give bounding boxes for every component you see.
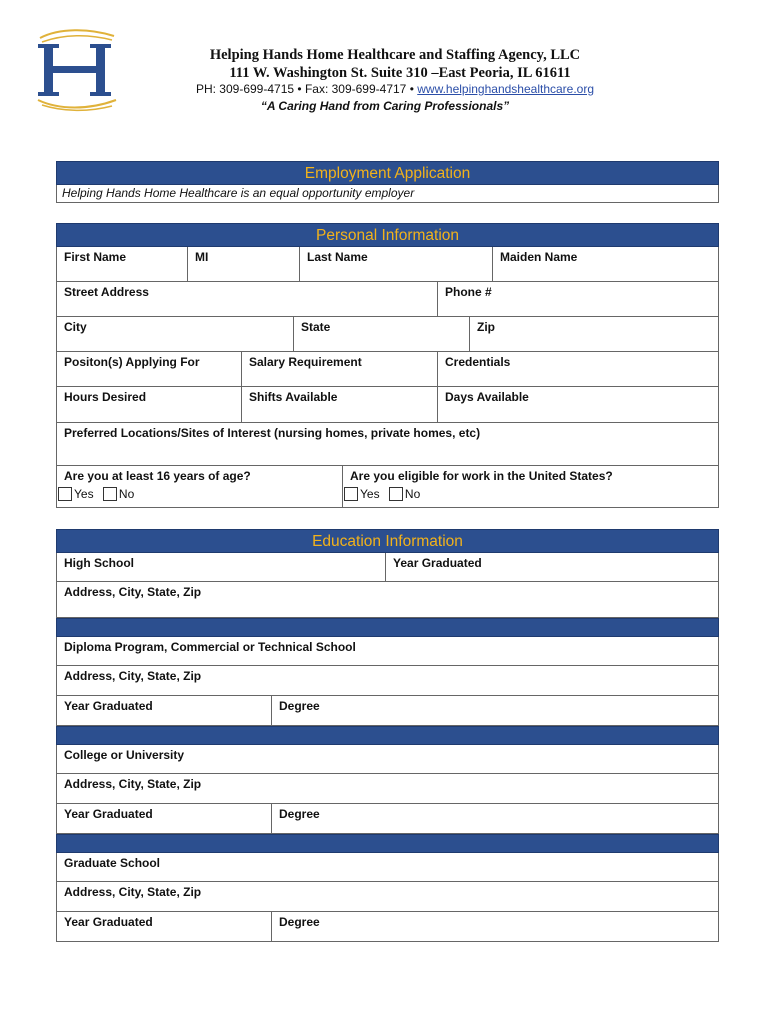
diploma-row	[56, 637, 719, 666]
org-name: Helping Hands Home Healthcare and Staffing Agency, LLC	[209, 47, 581, 63]
graduate-year-row	[56, 912, 719, 942]
hours-row	[56, 387, 719, 423]
employment-application-header: Employment Application	[56, 161, 719, 185]
graduate-address-field[interactable]: Address, City, State, Zip	[64, 885, 202, 899]
locations-row	[56, 423, 719, 466]
phone-field[interactable]: Phone #	[445, 285, 492, 299]
eligible-no-label: No	[404, 486, 421, 501]
phone-number: PH: 309-699-4715	[195, 82, 295, 96]
age-question	[57, 466, 343, 507]
name-row	[56, 247, 719, 282]
hs-address-field[interactable]: Address, City, State, Zip	[64, 585, 202, 599]
eligible-yes-checkbox[interactable]	[344, 487, 358, 501]
org-contact: PH: 309-699-4715 • Fax: 309-699-4717 • www.helpinghandshealthcare.org	[195, 82, 595, 96]
credentials-field[interactable]: Credentials	[445, 355, 511, 369]
college-row	[56, 745, 719, 774]
high-school-row	[56, 553, 719, 582]
college-address-field[interactable]: Address, City, State, Zip	[64, 777, 202, 791]
graduate-school-field[interactable]: Graduate School	[64, 856, 161, 870]
high-school-field[interactable]: High School	[57, 553, 386, 581]
website-link[interactable]: www.helpinghandshealthcare.org	[417, 82, 595, 96]
shifts-available-field[interactable]: Shifts Available	[242, 387, 438, 422]
last-name-field[interactable]: Last Name	[300, 247, 493, 281]
section-divider	[56, 834, 719, 853]
eligibility-question	[343, 466, 718, 507]
diploma-year-row	[56, 696, 719, 726]
age-no-label: No	[118, 486, 135, 501]
college-field[interactable]: College or University	[64, 748, 185, 762]
section-divider	[56, 618, 719, 637]
preferred-locations-field[interactable]: Preferred Locations/Sites of Interest (nursing homes, private homes, etc)	[64, 426, 481, 440]
hours-desired-field[interactable]: Hours Desired	[57, 387, 242, 422]
graduate-degree-field[interactable]: Degree	[279, 915, 320, 929]
graduate-address-row	[56, 882, 719, 912]
fax-number: Fax: 309-699-4717	[304, 82, 407, 96]
org-address: 111 W. Washington St. Suite 310 –East Peoria, IL 61611	[229, 65, 571, 81]
age-no-checkbox[interactable]	[103, 487, 117, 501]
first-name-field[interactable]: First Name	[57, 247, 188, 281]
maiden-name-field[interactable]: Maiden Name	[500, 250, 578, 264]
salary-field[interactable]: Salary Requirement	[242, 352, 438, 386]
zip-field[interactable]: Zip	[477, 320, 495, 334]
college-address-row	[56, 774, 719, 804]
diploma-address-field[interactable]: Address, City, State, Zip	[64, 669, 202, 683]
college-year-row	[56, 804, 719, 834]
college-degree-field[interactable]: Degree	[279, 807, 320, 821]
position-row	[56, 352, 719, 387]
street-address-field[interactable]: Street Address	[57, 282, 438, 316]
diploma-program-field[interactable]: Diploma Program, Commercial or Technical School	[64, 640, 356, 654]
eligibility-question-label: Are you eligible for work in the United States?	[350, 469, 613, 483]
graduate-year-graduated-field[interactable]: Year Graduated	[57, 912, 272, 941]
diploma-address-row	[56, 666, 719, 696]
city-field[interactable]: City	[57, 317, 294, 351]
diploma-degree-field[interactable]: Degree	[279, 699, 320, 713]
personal-information-header: Personal Information	[56, 223, 719, 247]
education-information-header: Education Information	[56, 529, 719, 553]
state-field[interactable]: State	[294, 317, 470, 351]
eligible-yes-label: Yes	[360, 486, 380, 501]
age-yes-checkbox[interactable]	[58, 487, 72, 501]
age-question-label: Are you at least 16 years of age?	[64, 469, 251, 483]
tagline: “A Caring Hand from Caring Professionals”	[260, 99, 510, 113]
section-divider	[56, 726, 719, 745]
days-available-field[interactable]: Days Available	[445, 390, 529, 404]
diploma-year-graduated-field[interactable]: Year Graduated	[57, 696, 272, 725]
equal-opportunity-note: Helping Hands Home Healthcare is an equal opportunity employer	[62, 186, 415, 200]
equal-opportunity-row	[56, 185, 719, 203]
eligibility-row	[56, 466, 719, 508]
city-row	[56, 317, 719, 352]
age-yes-label: Yes	[74, 486, 94, 501]
hs-address-row	[56, 582, 719, 618]
eligible-no-checkbox[interactable]	[389, 487, 403, 501]
street-row	[56, 282, 719, 317]
hs-year-graduated-field[interactable]: Year Graduated	[393, 556, 482, 570]
college-year-graduated-field[interactable]: Year Graduated	[57, 804, 272, 833]
letterhead	[0, 0, 770, 140]
mi-field[interactable]: MI	[188, 247, 300, 281]
positions-field[interactable]: Positon(s) Applying For	[57, 352, 242, 386]
graduate-row	[56, 853, 719, 882]
